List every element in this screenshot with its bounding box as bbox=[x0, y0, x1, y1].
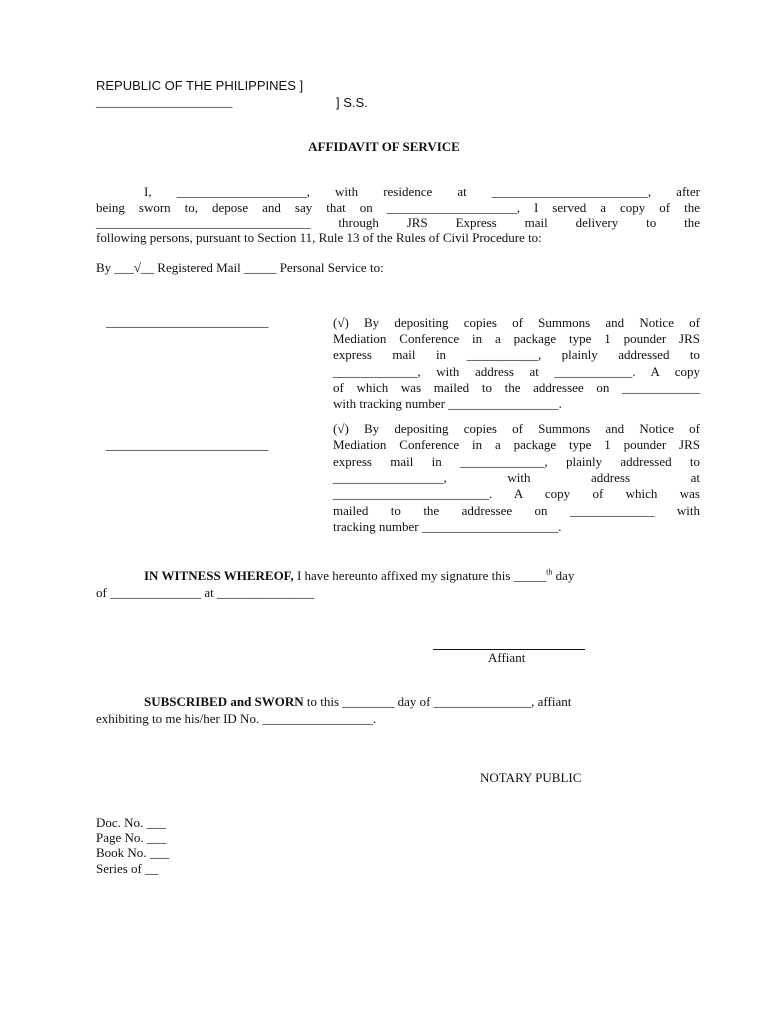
subscribed-text: to this ________ day of _______________, affiant bbox=[303, 694, 572, 709]
republic-header: REPUBLIC OF THE PHILIPPINES ] bbox=[96, 78, 304, 93]
venue-blank: _____________________ bbox=[96, 94, 233, 109]
recipient-2-line-7: tracking number _____________________. bbox=[333, 519, 562, 534]
witness-lead: IN WITNESS WHEREOF, bbox=[144, 568, 294, 583]
recipient-1-line-6: with tracking number _________________. bbox=[333, 396, 562, 411]
recipient-name-blank: _________________________ bbox=[106, 314, 269, 329]
recipient-2-line-4: _________________, with address at bbox=[333, 470, 700, 485]
witness-line-2: of ______________ at _______________ bbox=[96, 585, 315, 600]
document-title: AFFIDAVIT OF SERVICE bbox=[308, 139, 460, 154]
intro-line-3: _________________________________ through JRS Express mail delivery to the bbox=[96, 215, 700, 230]
notary-public-label: NOTARY PUBLIC bbox=[480, 770, 582, 785]
page-no: Page No. ___ bbox=[96, 830, 167, 845]
recipient-name-blank: _________________________ bbox=[106, 437, 269, 452]
subscribed-line-1 bbox=[144, 694, 571, 710]
recipient-2-line-6: mailed to the addressee on _____________ with bbox=[333, 503, 700, 518]
witness-sup: th bbox=[546, 567, 553, 577]
witness-line-1 bbox=[144, 568, 574, 584]
subscribed-line-2: exhibiting to me his/her ID No. _________________. bbox=[96, 711, 377, 726]
recipient-1-line-2: Mediation Conference in a package type 1 pounder JRS bbox=[333, 331, 700, 346]
witness-tail: day bbox=[552, 568, 575, 583]
intro-line-4: following persons, pursuant to Section 11, Rule 13 of the Rules of Civil Procedure to: bbox=[96, 230, 542, 245]
witness-text: I have hereunto affixed my signature this _____ bbox=[293, 568, 547, 583]
service-mode: By ___√__ Registered Mail _____ Personal Service to: bbox=[96, 260, 384, 275]
recipient-2-line-3: express mail in _____________, plainly addressed to bbox=[333, 454, 700, 469]
ss-label: ] S.S. bbox=[336, 95, 368, 110]
recipient-1-line-4: _____________, with address at ____________. A copy bbox=[333, 364, 700, 379]
series-of: Series of __ bbox=[96, 861, 159, 876]
doc-no: Doc. No. ___ bbox=[96, 815, 167, 830]
recipient-2-line-5: ________________________. A copy of which was bbox=[333, 486, 700, 501]
recipient-2-line-1: (√) By depositing copies of Summons and Notice of bbox=[333, 421, 700, 436]
book-no: Book No. ___ bbox=[96, 845, 170, 860]
recipient-1-line-5: of which was mailed to the addressee on ____________ bbox=[333, 380, 700, 395]
recipient-1-line-3: express mail in ___________, plainly addressed to bbox=[333, 347, 700, 362]
subscribed-lead: SUBSCRIBED and SWORN bbox=[144, 694, 304, 709]
intro-line-2: being sworn to, depose and say that on ____________________, I served a copy of the bbox=[96, 200, 700, 215]
affiant-label: Affiant bbox=[488, 650, 526, 665]
recipient-1-line-1: (√) By depositing copies of Summons and Notice of bbox=[333, 315, 700, 330]
recipient-2-line-2: Mediation Conference in a package type 1 pounder JRS bbox=[333, 437, 700, 452]
intro-line-1: I, ____________________, with residence at ________________________, after bbox=[144, 184, 700, 199]
